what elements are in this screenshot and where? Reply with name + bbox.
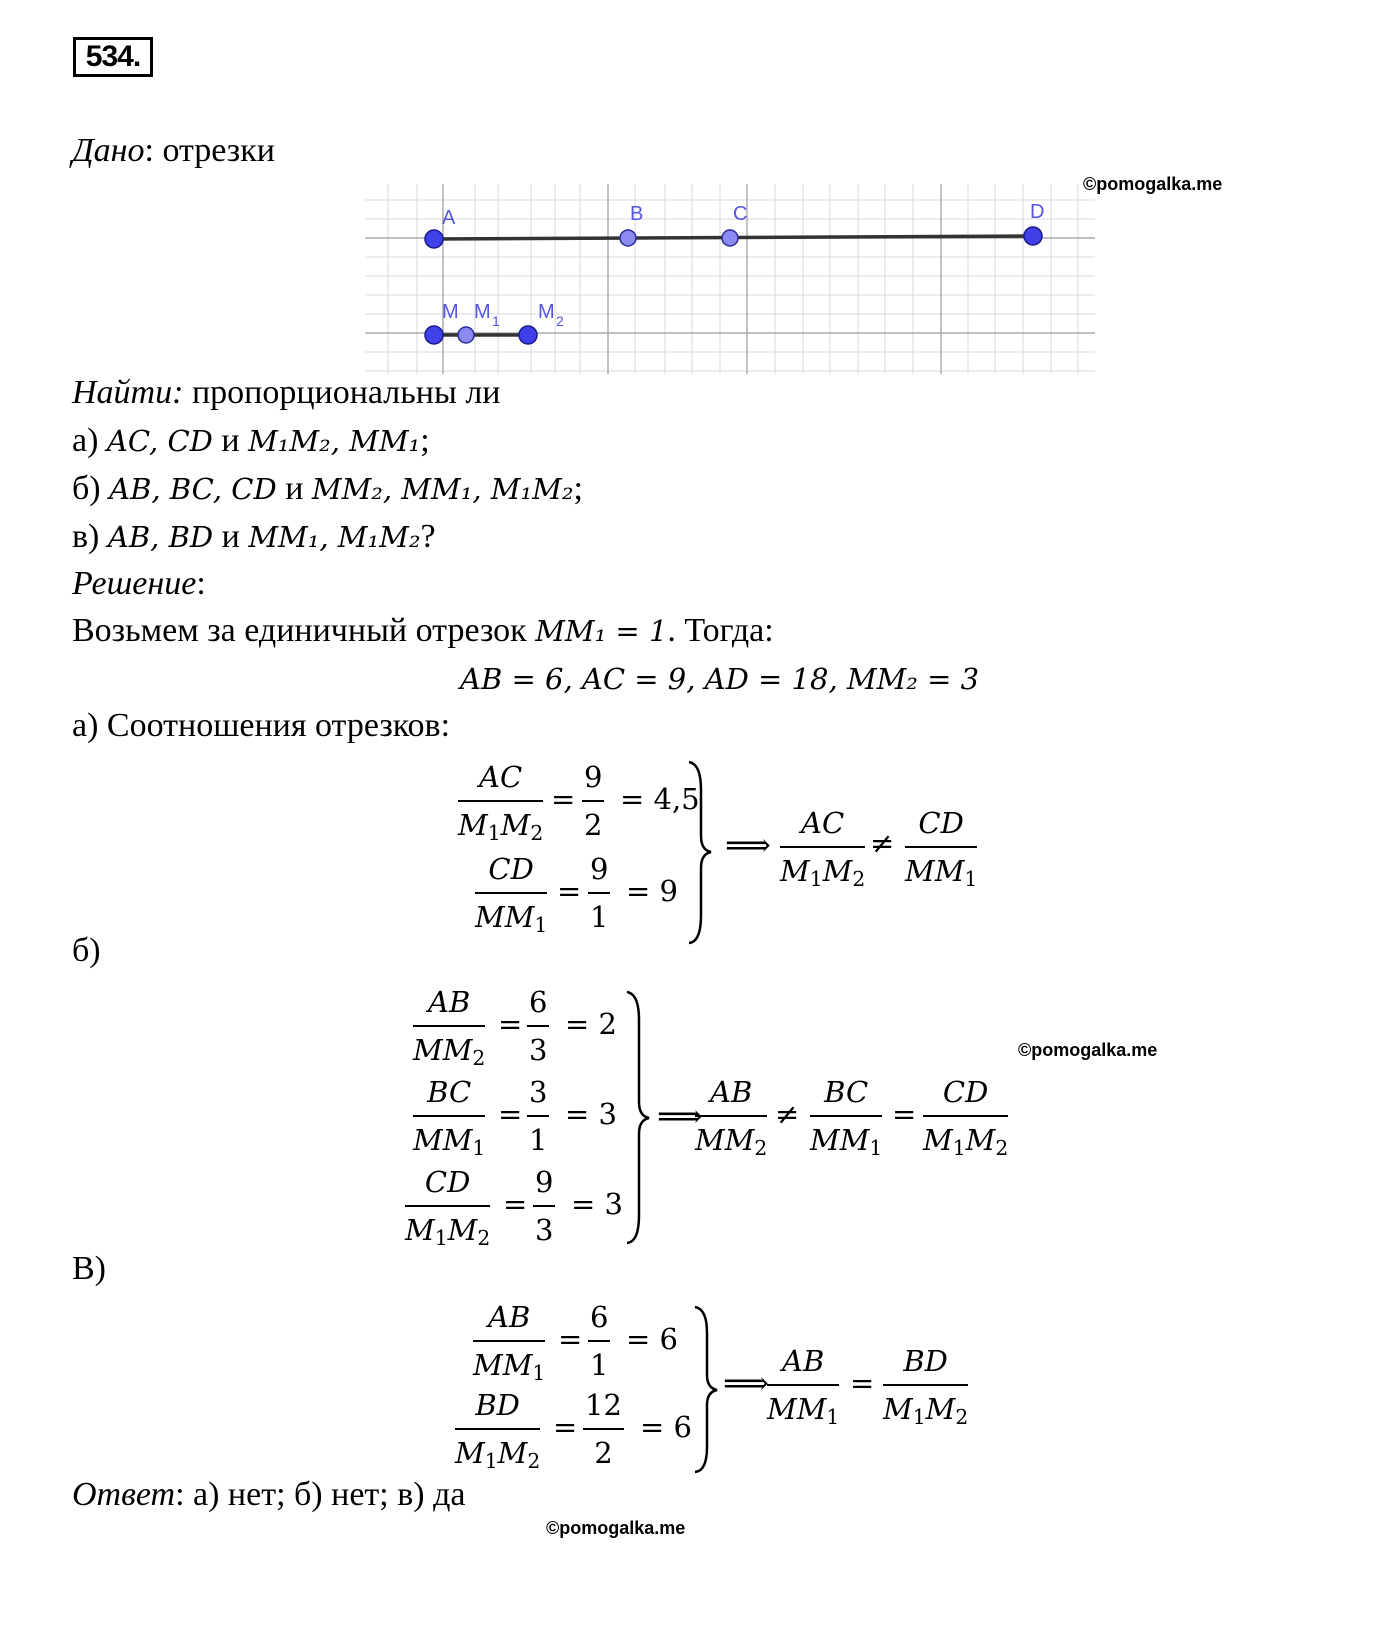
label-M1: M xyxy=(474,301,491,323)
fraction: $\frac{9}{2}$ xyxy=(584,760,603,842)
unit-line xyxy=(72,612,774,650)
figure-labels xyxy=(442,201,1044,329)
task-number: 534. xyxy=(73,37,153,77)
point-B xyxy=(620,230,636,246)
point-M2 xyxy=(519,326,537,344)
fraction: $\frac{CD}{MM_1}$ xyxy=(905,806,978,891)
solution-colon: : xyxy=(196,565,206,602)
fraction: $\frac{AB}{MM_2}$ xyxy=(413,985,486,1070)
not-equal: ≠ xyxy=(775,1097,800,1131)
equals: = xyxy=(850,1366,875,1400)
segments-figure xyxy=(365,184,1095,374)
implies-arrow: ⟹ xyxy=(725,826,771,864)
equals: = xyxy=(892,1097,917,1131)
result: = 9 xyxy=(626,874,678,908)
right-brace xyxy=(691,1305,721,1475)
equals: = xyxy=(498,1097,523,1131)
solution-label: Решение xyxy=(72,565,197,602)
equals: = xyxy=(503,1187,528,1221)
unit-text: Возьмем за единичный отрезок xyxy=(72,612,536,649)
unit-expr: MM₁ = 1 xyxy=(535,614,668,648)
fraction: $\frac{6}{3}$ xyxy=(529,985,548,1067)
point-M xyxy=(425,326,443,344)
result: = 2 xyxy=(565,1007,617,1041)
result: = 4,5 xyxy=(620,782,700,816)
item-conj: и xyxy=(212,422,249,459)
result: = 3 xyxy=(571,1187,623,1221)
item-expr: AC, CD xyxy=(106,424,213,458)
values-line: AB = 6, AC = 9, AD = 18, MM₂ = 3 xyxy=(460,662,980,696)
find-item-b xyxy=(72,470,583,508)
right-brace xyxy=(623,990,653,1245)
part-c-formulas xyxy=(455,1300,1055,1480)
equals: = xyxy=(558,1322,583,1356)
part-a-formulas xyxy=(450,760,1050,950)
find-text: пропорциональны ли xyxy=(183,374,501,411)
item-end: ; xyxy=(573,470,583,507)
item-end: ? xyxy=(420,518,436,555)
item-expr: AB, BD xyxy=(107,520,214,554)
item-prefix: б) xyxy=(72,470,110,507)
item-prefix: а) xyxy=(72,422,107,459)
fraction: $\frac{AC}{M_1M_2}$ xyxy=(458,760,544,845)
fraction: $\frac{AB}{MM_1}$ xyxy=(473,1300,546,1385)
answer-line xyxy=(72,1476,466,1514)
answer-text: : а) нет; б) нет; в) да xyxy=(175,1476,466,1513)
fraction: $\frac{9}{3}$ xyxy=(535,1165,554,1247)
given-text: : отрезки xyxy=(144,132,275,169)
item-end: ; xyxy=(420,422,430,459)
fraction: $\frac{BC}{MM_1}$ xyxy=(413,1075,486,1160)
given-line xyxy=(72,132,275,170)
item-expr: AB, BC, CD xyxy=(109,472,277,506)
label-M1-sub: 1 xyxy=(492,313,500,329)
result: = 6 xyxy=(640,1410,692,1444)
label-M2: M xyxy=(538,301,555,323)
item-expr: MM₁, M₁M₂ xyxy=(248,520,421,554)
label-A: A xyxy=(442,207,456,229)
fraction: $\frac{AC}{M_1M_2}$ xyxy=(780,806,866,891)
label-B: B xyxy=(630,203,644,225)
part-b-label: б) xyxy=(72,932,101,969)
fraction: $\frac{12}{2}$ xyxy=(585,1388,622,1470)
item-expr: MM₂, MM₁, M₁M₂ xyxy=(311,472,574,506)
item-conj: и xyxy=(276,470,312,507)
result: = 6 xyxy=(626,1322,678,1356)
fraction: $\frac{AB}{MM_2}$ xyxy=(695,1075,768,1160)
point-C xyxy=(722,230,738,246)
fraction: $\frac{CD}{M_1M_2}$ xyxy=(405,1165,491,1250)
fraction: $\frac{BD}{M_1M_2}$ xyxy=(883,1344,969,1429)
fraction: $\frac{CD}{M_1M_2}$ xyxy=(923,1075,1009,1160)
solution-heading xyxy=(72,565,206,603)
equals: = xyxy=(553,1410,578,1444)
unit-after: . Тогда: xyxy=(667,612,774,649)
point-D xyxy=(1024,227,1042,245)
part-c-label: В) xyxy=(72,1250,106,1287)
fraction: $\frac{BD}{M_1M_2}$ xyxy=(455,1388,541,1473)
result: = 3 xyxy=(565,1097,617,1131)
equals: = xyxy=(551,782,576,816)
part-a-label: а) Соотношения отрезков: xyxy=(72,707,451,744)
equals: = xyxy=(557,874,582,908)
find-line xyxy=(72,374,500,412)
fraction: $\frac{3}{1}$ xyxy=(529,1075,548,1157)
label-M2-sub: 2 xyxy=(556,313,564,329)
not-equal: ≠ xyxy=(870,826,895,860)
item-prefix: в) xyxy=(72,518,108,555)
watermark: ©pomogalka.me xyxy=(546,1518,686,1538)
fraction: $\frac{AB}{MM_1}$ xyxy=(767,1344,840,1429)
given-label: Дано xyxy=(72,132,145,169)
implies-arrow: ⟹ xyxy=(723,1364,769,1402)
right-brace xyxy=(685,760,715,945)
item-expr: M₁M₂, MM₁ xyxy=(248,424,421,458)
grid xyxy=(365,184,1095,374)
fraction: $\frac{6}{1}$ xyxy=(590,1300,609,1382)
fraction: $\frac{CD}{MM_1}$ xyxy=(475,852,548,937)
watermark: ©pomogalka.me xyxy=(1083,174,1223,194)
label-M: M xyxy=(442,301,459,323)
fraction: $\frac{9}{1}$ xyxy=(590,852,609,934)
answer-label: Ответ xyxy=(72,1476,176,1513)
find-label: Найти: xyxy=(72,374,184,411)
fraction: $\frac{BC}{MM_1}$ xyxy=(810,1075,883,1160)
point-M1 xyxy=(458,327,474,343)
label-C: C xyxy=(733,203,748,225)
implies-arrow: ⟹ xyxy=(657,1097,703,1135)
find-item-c xyxy=(72,518,436,556)
label-D: D xyxy=(1030,201,1045,223)
watermark: ©pomogalka.me xyxy=(1018,1040,1158,1060)
equals: = xyxy=(498,1007,523,1041)
item-conj: и xyxy=(213,518,249,555)
part-b-formulas xyxy=(405,985,1085,1255)
find-item-a xyxy=(72,422,430,460)
point-A xyxy=(425,230,443,248)
